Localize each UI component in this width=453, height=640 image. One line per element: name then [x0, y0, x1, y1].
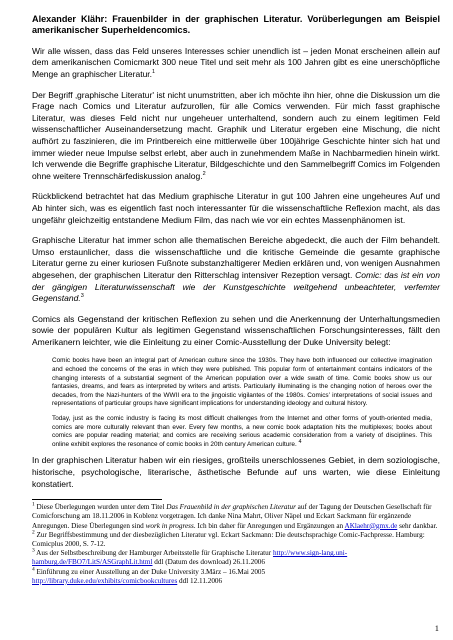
footnote-3: $^3$ Aus der Selbstbeschreibung der Hamburger Arbeitsstelle für Graphische Literatur http://www.sign-lang.uni-hamburg.de/FBO7/LitS/ASGraphLit.html ddl (Datum des download) 26.11.2006 — [32, 547, 348, 567]
email-link[interactable]: AKlaehr@gmx.de — [344, 521, 398, 530]
paragraph-2: Der Begriff ‚graphische Literatur' ist nicht unumstritten, aber ich möchte ihn hier, ohne die Diskussion um die Frage nach Comics und Literatur aufzurollen, für alle Comics verwenden. Für mich fasst graphische Literatur, was dieses Feld nicht nur ungeheuer unterhaltend, sondern auch zu einem legitimen Feld wissenschaftlicher Auseinandersetzung macht. Graphik und Literatur ergeben eine Mischung, die nicht aufhört zu faszinieren, die im Printbereich eine mittlerweile über 100jährige Geschichte hinter sich hat und immer wieder neue Impulse selbst erlebt, aber auch in zunehmendem Maße in Nachbarmedien hinein wirkt. Ich verwende die Begriffe graphische Literatur, Bildgeschichte und den Sammelbegriff Comics im Folgenden ohne weitere Trennschärfediskussion analog.$^2$ — [32, 89, 440, 181]
footnote-marker-3[interactable]: 3 — [80, 293, 84, 300]
block-quote-1: Comic books have been an integral part of American culture since the 1930s. They have both influenced our collective imagination and echoed the concerns of the eras in which they were published. This popular form of entertainment contains indicators of the changing interests of a substantial segment of the American population over a wide swath of time. Comic books show us our fantasies, dreams, and fears as interpreted by writers and artists. Particularly illuminating is the changing notion of heroes over the decades, from the Nazi-hunters of the WWII era to the jingoistic vigilantes of the 1980s. Comics' interpretations of social issues and representations of particular groups have significant implications for understanding ideology and cultural history. — [52, 357, 432, 408]
document-title: Alexander Klähr: Frauenbilder in der graphischen Literatur. Vorüberlegungen am Beispiel amerikanischer Superheldencomics. — [32, 14, 440, 36]
block-quote-2: Today, just as the comic industry is facing its most difficult challenges from the Internet and other forms of youth-oriented media, comics are more culturally relevant than ever. Every few months, a new comic book adaptation hits the multiplexes; books about comics are popular reading material; and comics are receiving serious academic consideration from a variety of disciplines. This online exhibit explores the resonance of comic books in 20th century American culture. $^4$ — [52, 415, 432, 448]
footnote-marker-4[interactable]: 4 — [298, 438, 302, 445]
footnote-divider — [32, 499, 162, 500]
duke-exhibit-link[interactable]: http://library.duke.edu/exhibits/comicbookcultures — [32, 576, 178, 585]
paragraph-5: Comics als Gegenstand der kritischen Reflexion zu sehen und die Anerkennung der Unterhaltungsmedien sowie der populären Kultur als legitimen Gegenstand wissenschaftlichen Forschungsinteresses, fällt den Amerikanern leichter, wie die Einleitung zu einer Comic-Ausstellung der Duke University belegt: — [32, 313, 440, 347]
paragraph-4: Graphische Literatur hat immer schon alle thematischen Bereiche abgedeckt, die auch der Film behandelt. Umso erstaunlicher, dass die wissenschaftliche und die kritische Gemeinde die gesamte graphische Literatur gerne zu einer kuriosen Fußnote substanzhaltigerer Medien erklären und, von wenigen Ausnahmen abgesehen, der graphischen Literatur den Ritterschlag intensiver Rezeption versagt. Comic: das ist ein von der gängigen Literaturwissenschaft wie der Kunstgeschichte weitgehend unbeachteter, verfemter Gegenstand.$^3$ — [32, 235, 440, 304]
footnotes — [32, 503, 440, 586]
page-content — [32, 14, 440, 586]
footnote-2: $^2$ Zur Begriffsbestimmung und der diesbezüglichen Literatur vgl. Eckart Sackmann: Die deutschsprachige Comic-Fachpresse. Hamburg: Comicplus 2000, S. 7-12. — [32, 529, 425, 548]
paragraph-6: In der graphischen Literatur haben wir ein riesiges, großteils unerschlossenes Gebiet, in dem soziologische, historische, psychologische, literarische, ästhetische Befunde auf uns warten, wie diese Einleitung konstatiert. — [32, 455, 440, 489]
asgraphlit-link[interactable]: http://www.sign-lang.uni-hamburg.de/FBO7/LitS/ASGraphLit.html — [32, 549, 348, 567]
page-number: 1 — [434, 623, 439, 633]
footnote-1: $^1$ Diese Überlegungen wurden unter dem Titel Das Frauenbild in der graphischen Literatur auf der Tagung der Deutschen Gesellschaft für Comicforschung am 18.11.2006 in Koblenz vorgetragen. Ich danke Nina Mahrt, Oliver Näpel und Eckart Sackmann für ergänzende Anregungen. Diese Überlegungen sind work in progress. Ich bin daher für Anregungen und Ergänzungen an AKlaehr@gmx.de sehr dankbar. — [32, 501, 438, 530]
paragraph-1: Wir alle wissen, dass das Feld unseres Interesses schier unendlich ist – jeden Monat erscheinen allein auf dem amerikanischen Comicmarkt 300 neue Titel und seit mehr als 100 Jahren gibt es eine unerschöpfliche Menge an graphischer Literatur.$^1$ — [32, 45, 440, 79]
footnote-4: $^4$ Einführung zu einer Ausstellung an der Duke University 3.März – 16.Mai 2005 http://library.duke.edu/exhibits/comicbookcultures ddl 12.11.2006 — [32, 566, 266, 585]
footnote-marker-2[interactable]: 2 — [202, 170, 206, 177]
quote-italic: Comic: das ist ein von der gängigen Literaturwissenschaft wie der Kunstgeschichte weitgehend unbeachteter, verfemter Gegenstand. — [32, 269, 440, 304]
footnote-marker-1[interactable]: 1 — [152, 69, 156, 76]
paragraph-3: Rückblickend betrachtet hat das Medium graphische Literatur in gut 100 Jahren eine ungeheures Auf und Ab hinter sich, was es eigentlich fast noch interessanter für die wissenschaftliche Reflexion macht, als das ungefähr gleichzeitig entstandene Medium Film, das nach wie vor ein echtes Massenphänomen ist. — [32, 191, 440, 225]
